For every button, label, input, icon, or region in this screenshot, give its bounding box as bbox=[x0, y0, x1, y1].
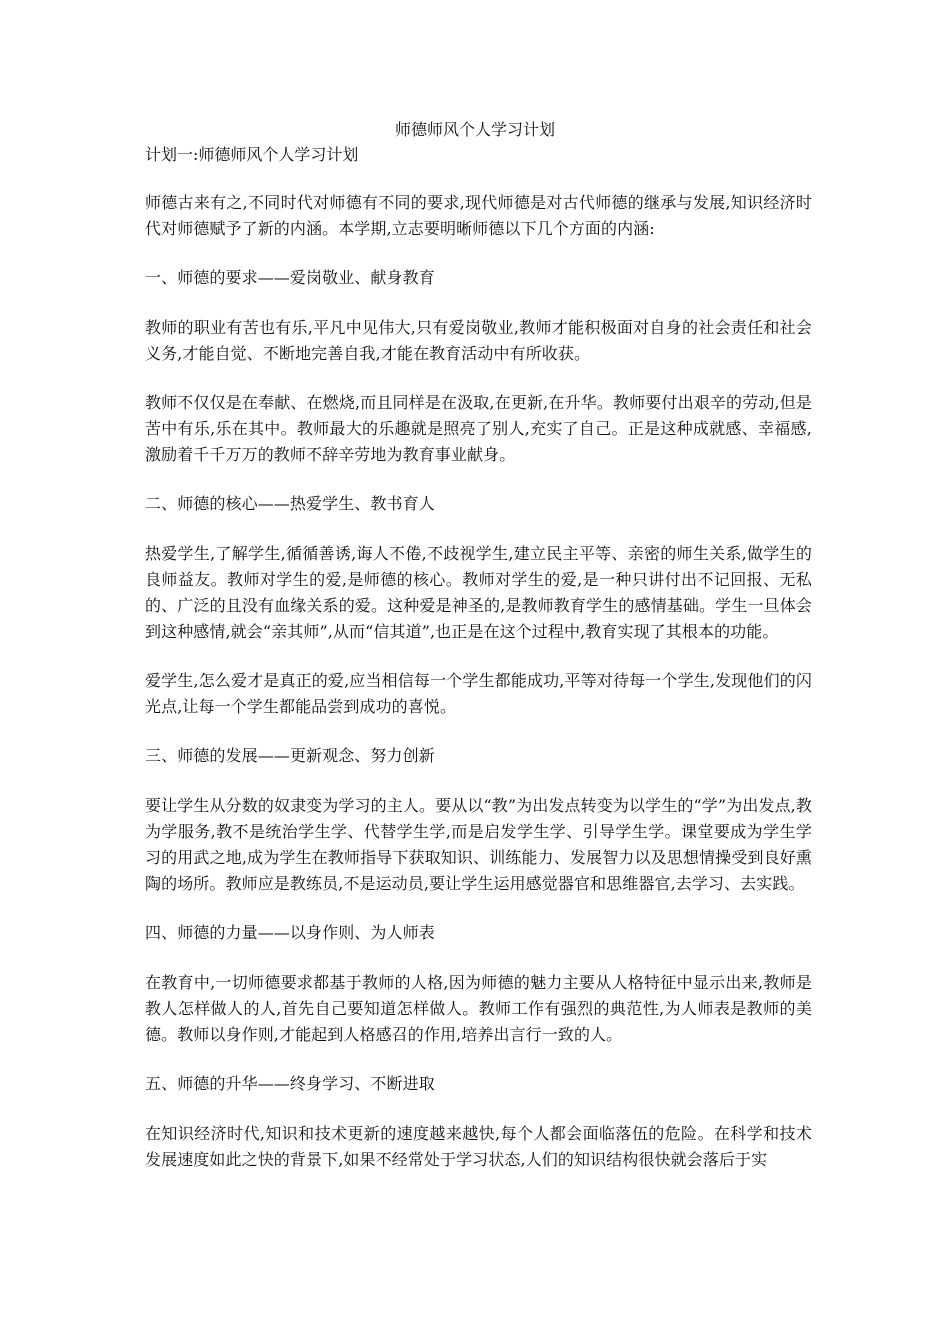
paragraph: 要让学生从分数的奴隶变为学习的主人。要从以“教”为出发点转变为以学生的“学”为出发点,教为学服务,教不是统治学生学、代替学生学,而是启发学生学、引导学生学。课堂要成为学生学习的用武之地,成为学生在教师指导下获取知识、训练能力、发展智力以及思想情操受到良好熏陶的场所。教师应是教练员,不是运动员,要让学生运用感觉器官和思维器官,去学习、去实践。 bbox=[145, 796, 812, 893]
paragraph: 爱学生,怎么爱才是真正的爱,应当相信每一个学生都能成功,平等对待每一个学生,发现他们的闪光点,让每一个学生都能品尝到成功的喜悦。 bbox=[145, 671, 812, 716]
plan-subtitle: 计划一:师德师风个人学习计划 bbox=[145, 145, 359, 164]
section-heading-1: 一、师德的要求——爱岗敬业、献身教育 bbox=[145, 268, 435, 287]
intro-paragraph: 师德古来有之,不同时代对师德有不同的要求,现代师德是对古代师德的继承与发展,知识经济时代对师德赋予了新的内涵。本学期,立志要明晰师德以下几个方面的内涵: bbox=[145, 193, 812, 238]
section-heading-2: 二、师德的核心——热爱学生、教书育人 bbox=[145, 494, 435, 513]
paragraph: 教师的职业有苦也有乐,平凡中见伟大,只有爱岗敬业,教师才能积极面对自身的社会责任和社会义务,才能自觉、不断地完善自我,才能在教育活动中有所收获。 bbox=[145, 318, 812, 363]
paragraph: 教师不仅仅是在奉献、在燃烧,而且同样是在汲取,在更新,在升华。教师要付出艰辛的劳动,但是苦中有乐,乐在其中。教师最大的乐趣就是照亮了别人,充实了自己。正是这种成就感、幸福感,激励着千千万万的教师不辞辛劳地为教育事业献身。 bbox=[145, 393, 812, 464]
document-body bbox=[145, 190, 812, 1196]
section-heading-4: 四、师德的力量——以身作则、为人师表 bbox=[145, 923, 435, 942]
section-heading-3: 三、师德的发展——更新观念、努力创新 bbox=[145, 746, 435, 765]
paragraph: 热爱学生,了解学生,循循善诱,诲人不倦,不歧视学生,建立民主平等、亲密的师生关系,做学生的良师益友。教师对学生的爱,是师德的核心。教师对学生的爱,是一种只讲付出不记回报、无私的、广泛的且没有血缘关系的爱。这种爱是神圣的,是教师教育学生的感情基础。学生一旦体会到这种感情,就会“亲其师”,从而“信其道”,也正是在这个过程中,教育实现了其根本的功能。 bbox=[145, 544, 812, 641]
document-title: 师德师风个人学习计划 bbox=[394, 120, 555, 139]
paragraph: 在知识经济时代,知识和技术更新的速度越来越快,每个人都会面临落伍的危险。在科学和技术发展速度如此之快的背景下,如果不经常处于学习状态,人们的知识结构很快就会落后于实 bbox=[145, 1124, 812, 1169]
paragraph: 在教育中,一切师德要求都基于教师的人格,因为师德的魅力主要从人格特征中显示出来,教师是教人怎样做人的人,首先自己要知道怎样做人。教师工作有强烈的典范性,为人师表是教师的美德。教师以身作则,才能起到人格感召的作用,培养出言行一致的人。 bbox=[145, 973, 812, 1044]
section-heading-5: 五、师德的升华——终身学习、不断进取 bbox=[145, 1074, 435, 1093]
